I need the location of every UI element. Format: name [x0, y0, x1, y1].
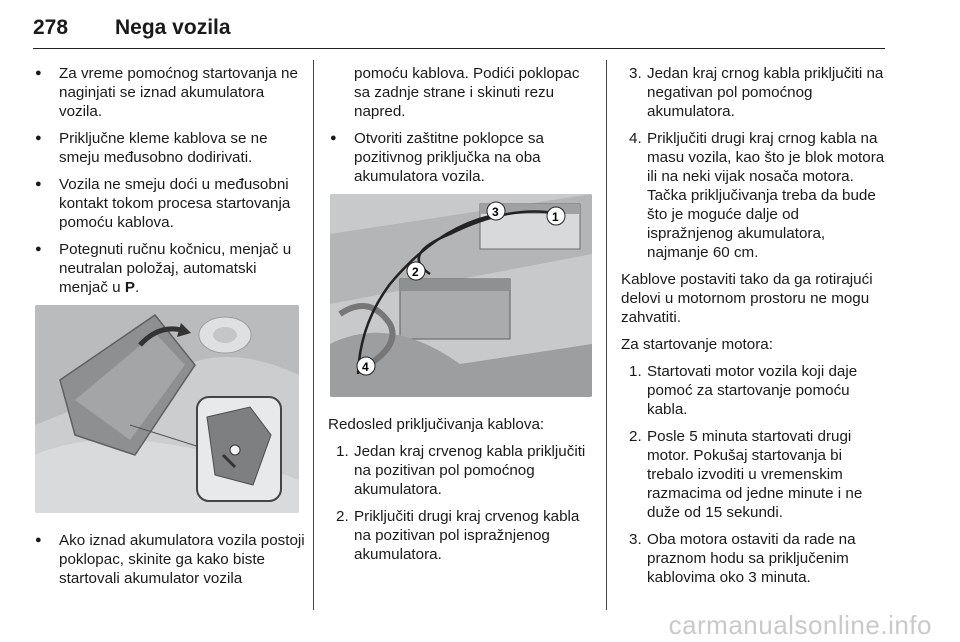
callout-label: 1 [552, 210, 559, 224]
column-3 [621, 64, 889, 595]
step-text: Priključiti drugi kraj crvenog kabla na pozitivan pol ispražnjenog akumulatora. [354, 508, 580, 563]
step-text: Posle 5 minuta startovati drugi motor. Pokušaj startovanja bi trebalo izvoditi u vremenskim razmacima od jedne minute i ne duže od 15 sekundi. [647, 428, 863, 521]
bullet-item [33, 240, 305, 297]
step-item [621, 129, 889, 262]
callout-label: 3 [492, 205, 499, 219]
step-text: Jedan kraj crvenog kabla priključiti na pozitivan pol pomoćnog akumulatora. [354, 443, 586, 498]
step-number: 1. [629, 363, 642, 380]
column-1 [33, 64, 305, 596]
column-2 [328, 64, 594, 572]
step-number: 2. [629, 428, 642, 445]
step-number: 2. [336, 508, 349, 525]
page-number: 278 [33, 16, 69, 39]
step-number: 1. [336, 443, 349, 460]
jump-start-cable-illustration [330, 194, 592, 397]
bullet-text: Potegnuti ručnu kočnicu, menjač u neutralan položaj, automatski menjač u [59, 241, 292, 296]
step-text: Priključiti drugi kraj crnog kabla na masu vozila, kao što je blok motora ili na neki vijak nosača motora. Tačka priključivanja treba da bude što je moguće dalje od ispražnjenog akumulatora, najmanje 60 cm. [647, 130, 885, 261]
bullet-period: . [135, 279, 140, 296]
step-text: Jedan kraj crnog kabla priključiti na negativan pol pomoćnog akumulatora. [647, 65, 884, 120]
step-text: Startovati motor vozila koji daje pomoć za startovanje pomoću kabla. [647, 363, 858, 418]
sequence-heading: Redosled priključivanja kablova: [328, 416, 545, 433]
step-text: Oba motora ostaviti da rade na praznom hodu sa priključenim kablovima oko 3 minuta. [647, 531, 856, 586]
callout-label: 2 [412, 265, 419, 279]
step-item [328, 507, 594, 564]
step-number: 3. [629, 531, 642, 548]
continued-text: pomoću kablova. Podići poklopac sa zadnje strane i skinuti rezu napred. [354, 65, 580, 120]
column-divider [313, 60, 314, 610]
bullet-item: ● Vozila ne smeju doći u međusobni kontakt tokom procesa startovanja pomoću kablova. [33, 175, 305, 232]
bullet-item: ● Za vreme pomoćnog startovanja ne naginjati se iznad akumulatora vozila. [33, 64, 305, 121]
start-heading: Za startovanje motora: [621, 336, 773, 353]
step-item [621, 362, 889, 419]
step-item [621, 64, 889, 121]
page-header [33, 14, 885, 49]
bullet-item: ● Otvoriti zaštitne poklopce sa pozitivnog priključka na oba akumulatora vozila. [328, 129, 594, 186]
callout-label: 4 [362, 360, 369, 374]
step-item [621, 530, 889, 587]
step-number: 3. [629, 65, 642, 82]
step-item [621, 427, 889, 522]
battery-cover-illustration [35, 305, 299, 513]
bullet-item: ● Ako iznad akumulatora vozila postoji poklopac, skinite ga kako biste startovali akumulator vozila [33, 531, 305, 588]
column-divider [606, 60, 607, 610]
park-gear-label: P [124, 279, 135, 296]
step-item [328, 442, 594, 499]
bullet-item: ● Priključne kleme kablova se ne smeju međusobno dodirivati. [33, 129, 305, 167]
page-title: Nega vozila [115, 16, 231, 39]
step-number: 4. [629, 130, 642, 147]
watermark: carmanualsonline.info [668, 610, 932, 640]
cable-note: Kablove postaviti tako da ga rotirajući delovi u motornom prostoru ne mogu zahvatiti. [621, 271, 873, 326]
